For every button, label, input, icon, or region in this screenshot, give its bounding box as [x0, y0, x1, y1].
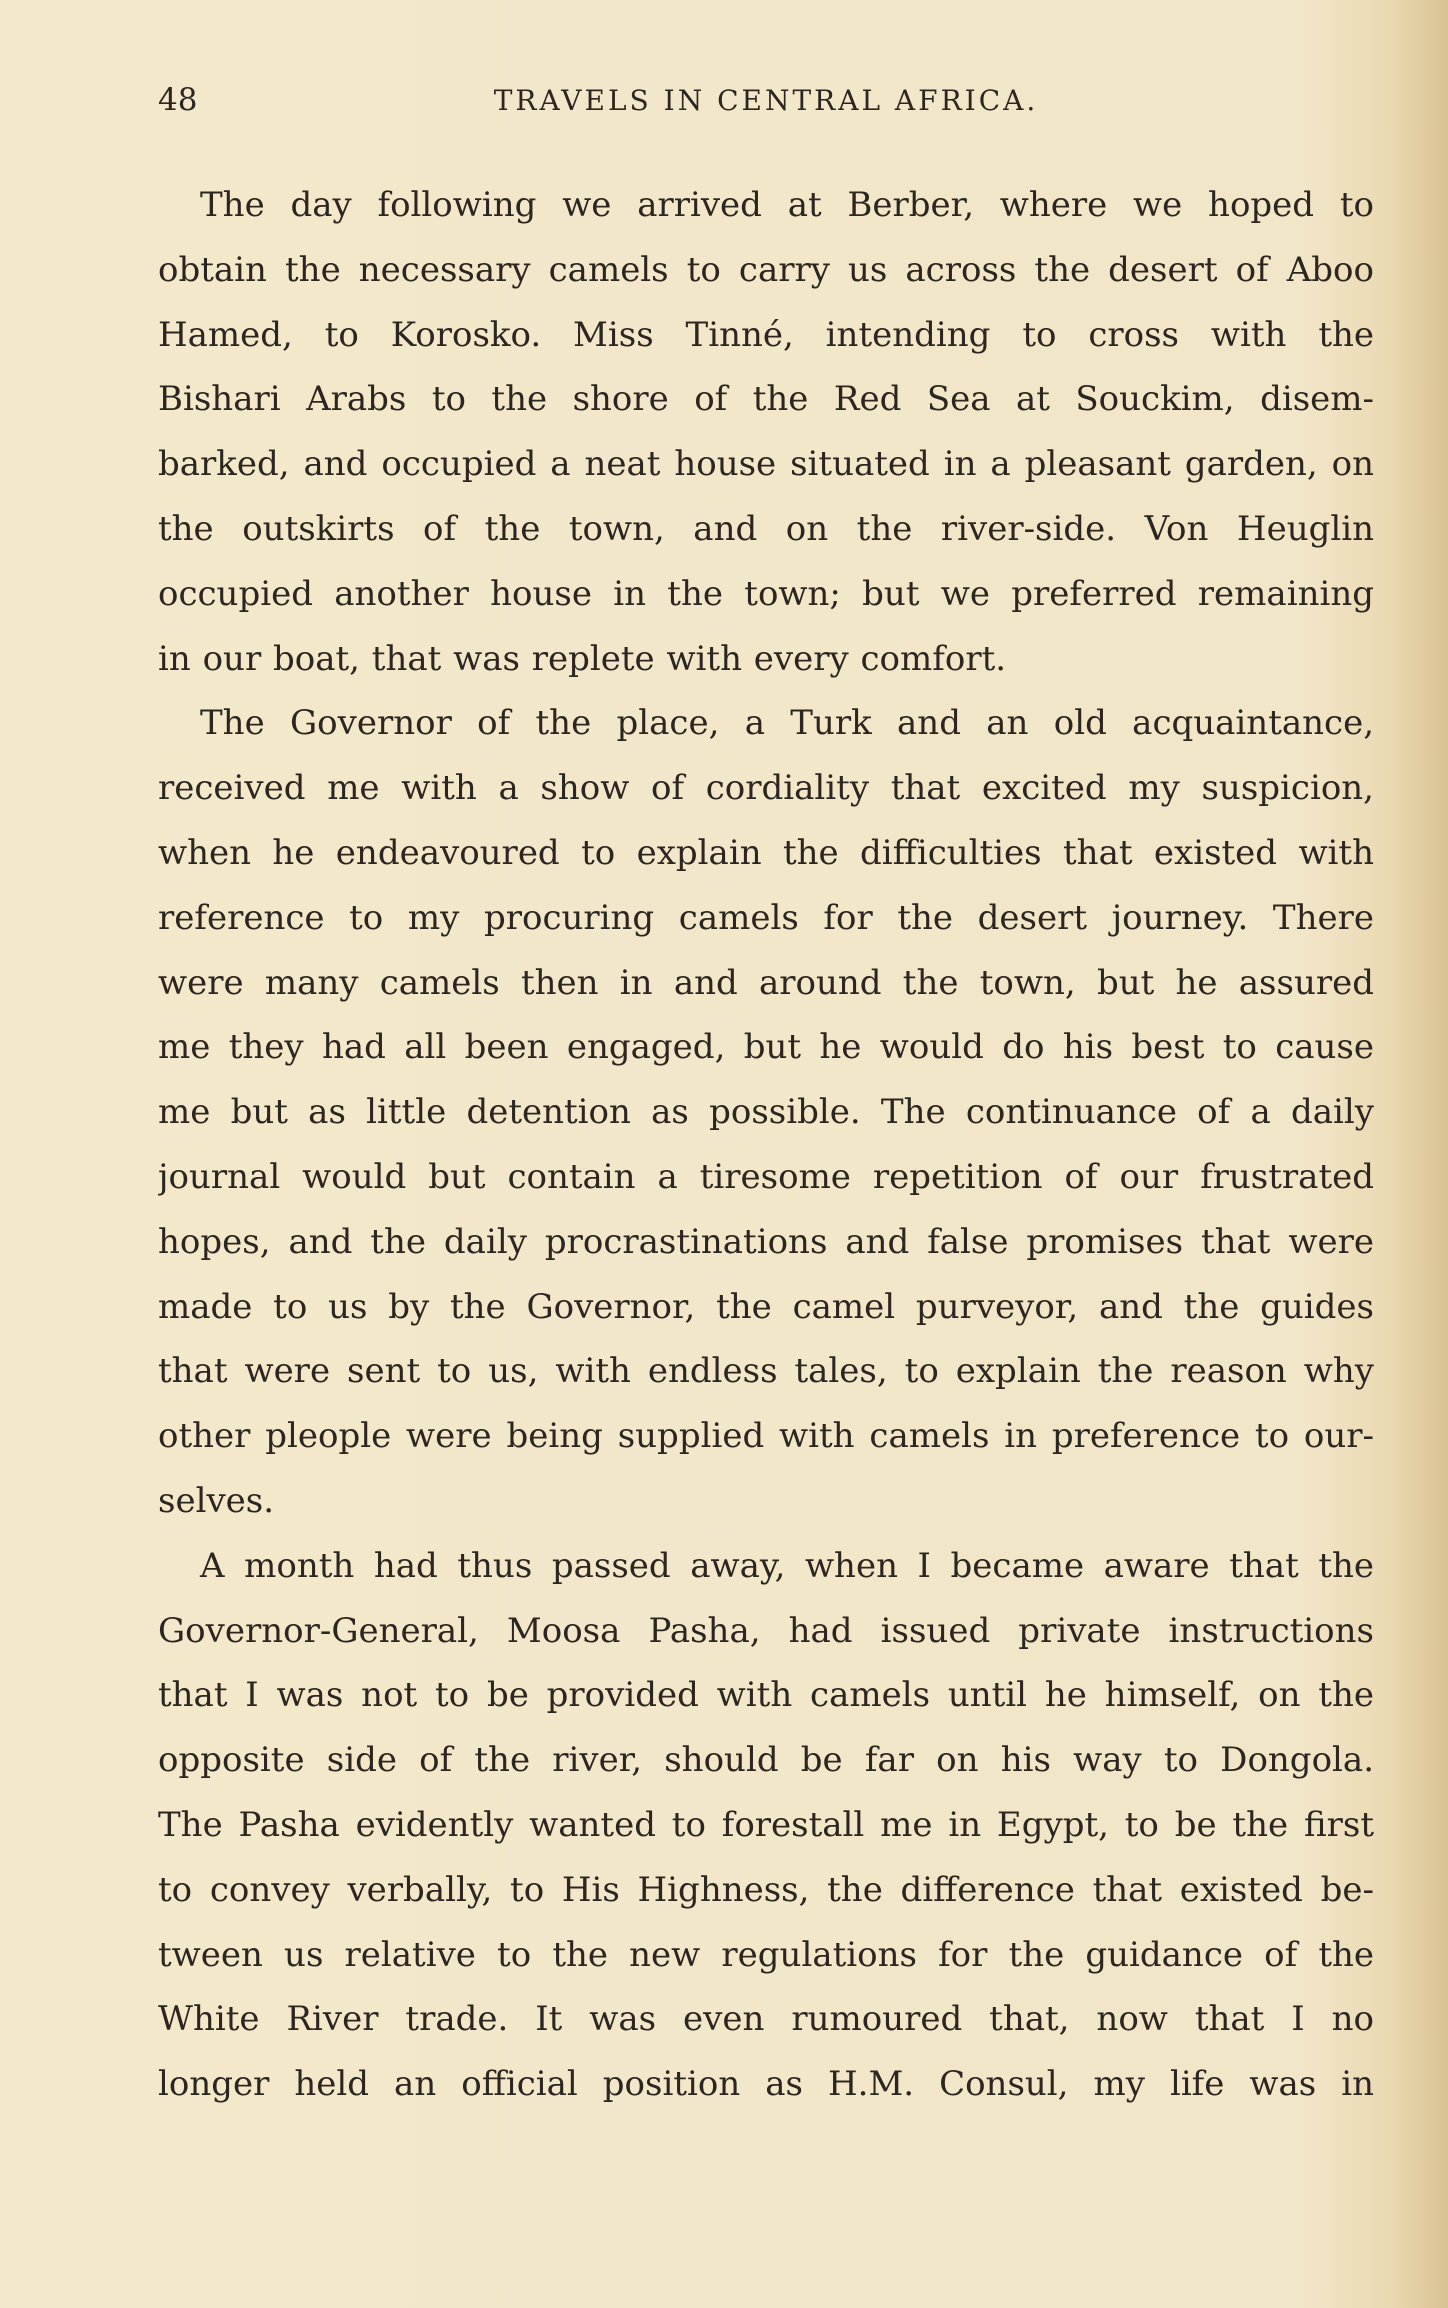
text-line: when he endeavoured to explain the difficulties that existed with: [158, 832, 1374, 873]
text-line: White River trade. It was even rumoured that, now that I no: [158, 1999, 1374, 2040]
text-line: hopes, and the daily procrastinations and false promises that were: [158, 1221, 1374, 1262]
text-line: A month had thus passed away, when I became aware that the: [200, 1545, 1374, 1586]
text-line: occupied another house in the town; but we preferred remaining: [158, 573, 1374, 614]
body-text: [158, 173, 1374, 2117]
text-line: opposite side of the river, should be far on his way to Dongola.: [158, 1740, 1374, 1781]
text-line: to convey verbally, to His Highness, the difference that existed be-: [158, 1869, 1374, 1910]
text-line: received me with a show of cordiality that excited my suspicion,: [158, 768, 1374, 809]
text-line: Bishari Arabs to the shore of the Red Sea at Souckim, disem-: [158, 379, 1374, 420]
text-line: the outskirts of the town, and on the river-side. Von Heuglin: [158, 508, 1374, 549]
page-header: [158, 82, 1374, 132]
text-line: selves.: [158, 1480, 275, 1521]
text-line: tween us relative to the new regulations for the guidance of the: [158, 1934, 1374, 1975]
text-line: The day following we arrived at Berber, where we hoped to: [200, 185, 1374, 225]
text-line: me they had all been engaged, but he would do his best to cause: [158, 1027, 1374, 1068]
text-line: The Governor of the place, a Turk and an old acquaintance,: [200, 703, 1374, 744]
text-line: me but as little detention as possible. The continuance of a daily: [158, 1092, 1374, 1133]
text-line: that were sent to us, with endless tales, to explain the reason why: [158, 1351, 1374, 1392]
text-line: reference to my procuring camels for the desert journey. There: [158, 897, 1374, 938]
running-head: TRAVELS IN CENTRAL AFRICA.: [493, 84, 1039, 117]
page-number: 48: [158, 82, 198, 118]
text-line: obtain the necessary camels to carry us across the desert of Aboo: [158, 249, 1374, 290]
text-line: journal would but contain a tiresome repetition of our frustrated: [158, 1156, 1374, 1197]
text-line: that I was not to be provided with camels until he himself, on the: [158, 1675, 1374, 1716]
text-line: The Pasha evidently wanted to forestall me in Egypt, to be the first: [158, 1804, 1374, 1845]
text-line: Hamed, to Korosko. Miss Tinné, intending to cross with the: [158, 314, 1374, 355]
text-line: longer held an official position as H.M. Consul, my life was in: [158, 2064, 1374, 2105]
text-line: made to us by the Governor, the camel purveyor, and the guides: [158, 1286, 1374, 1327]
text-line: other pleople were being supplied with camels in preference to our-: [158, 1416, 1374, 1457]
text-line: barked, and occupied a neat house situated in a pleasant garden, on: [158, 444, 1374, 485]
text-line: in our boat, that was replete with every comfort.: [158, 638, 1007, 679]
text-line: were many camels then in and around the town, but he assured: [158, 962, 1374, 1003]
text-line: Governor-General, Moosa Pasha, had issued private instructions: [158, 1610, 1374, 1651]
